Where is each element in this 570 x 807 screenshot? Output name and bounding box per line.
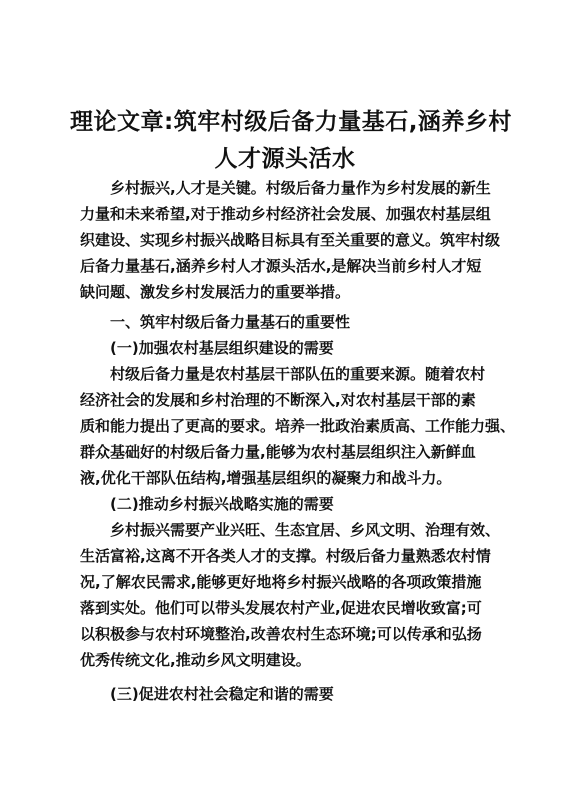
paragraph-line: 质和能力提出了更高的要求。培养一批政治素质高、工作能力强、 — [80, 417, 516, 435]
document-title-line-1: 理论文章:筑牢村级后备力量基石,涵养乡村 — [70, 109, 512, 135]
subsection-heading: (二)推动乡村振兴战略实施的需要 — [110, 495, 334, 513]
paragraph-line: 经济社会的发展和乡村治理的不断深入,对农村基层干部的素 — [80, 391, 476, 409]
paragraph-line: 缺问题、激发乡村发展活力的重要举措。 — [80, 283, 351, 301]
subsection-heading: (一)加强农村基层组织建设的需要 — [110, 339, 334, 357]
section-heading: 一、筑牢村级后备力量基石的重要性 — [110, 313, 351, 331]
paragraph-line: 力量和未来希望,对于推动乡村经济社会发展、加强农村基层组 — [80, 205, 491, 223]
paragraph-line: 后备力量基石,涵养乡村人才源头活水,是解决当前乡村人才短 — [80, 257, 482, 275]
paragraph-line: 生活富裕,这离不开各类人才的支撑。村级后备力量熟悉农村情 — [80, 547, 491, 565]
subsection-heading: (三)促进农村社会稳定和谐的需要 — [110, 685, 334, 703]
paragraph-line: 乡村振兴需要产业兴旺、生态宜居、乡风文明、治理有效、 — [110, 521, 501, 539]
paragraph-line: 以积极参与农村环境整治,改善农村生态环境;可以传承和弘扬 — [80, 625, 482, 643]
document-title-line-2: 人才源头活水 — [214, 146, 356, 172]
paragraph-line: 落到实处。他们可以带头发展农村产业,促进农民增收致富;可 — [80, 599, 482, 617]
paragraph-line: 液,优化干部队伍结构,增强基层组织的凝聚力和战斗力。 — [80, 469, 452, 487]
paragraph-line: 织建设、实现乡村振兴战略目标具有至关重要的意义。筑牢村级 — [80, 231, 501, 249]
paragraph-line: 乡村振兴,人才是关键。村级后备力量作为乡村发展的新生 — [110, 179, 491, 197]
paragraph-line: 村级后备力量是农村基层干部队伍的重要来源。随着农村 — [110, 365, 486, 383]
paragraph-line: 优秀传统文化,推动乡风文明建设。 — [80, 651, 311, 669]
paragraph-line: 况,了解农民需求,能够更好地将乡村振兴战略的各项政策措施 — [80, 573, 482, 591]
paragraph-line: 群众基础好的村级后备力量,能够为农村基层组织注入新鲜血 — [80, 443, 476, 461]
